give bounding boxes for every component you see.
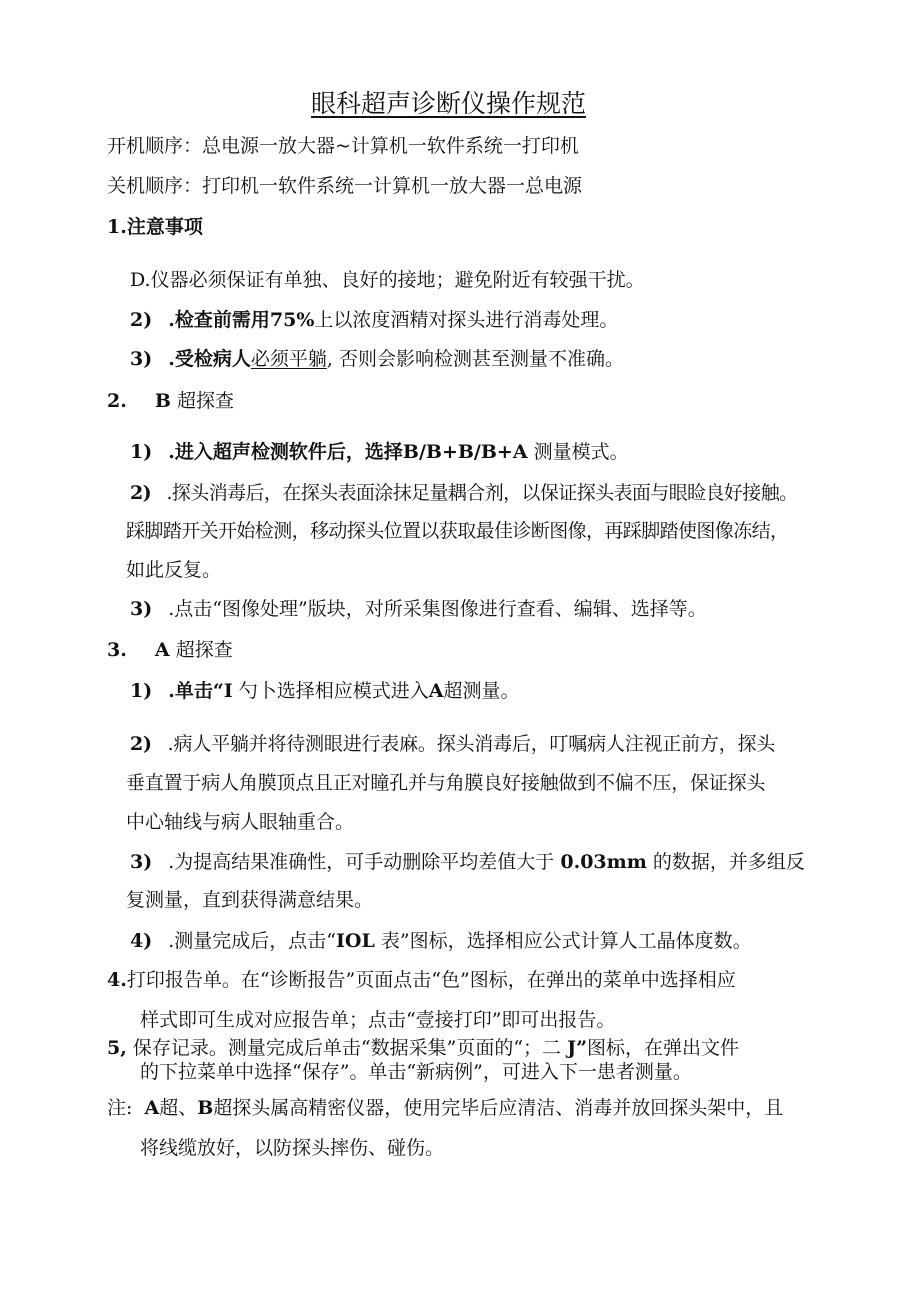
section-text-rest: 图标，在弹出文件 [587,1037,740,1059]
section-3-item-2-line-3: 中心轴线与病人眼轴重合。 [126,811,355,833]
item-number: 1) [130,441,153,463]
item-number: 1) [130,680,153,702]
section-1-item-1 [130,268,645,292]
power-off-sequence: 关机顺序：打印机一软件系统一计算机一放大器一总电源 [107,175,583,197]
mode-letter: A [428,680,444,702]
section-2-item-2-line-3: 如此反复。 [126,559,222,581]
item-number: 2) [130,482,152,504]
section-5-line-1 [107,1036,739,1060]
underlined-text: 必须平躺 [250,348,327,370]
item-number: 2) [130,309,153,331]
item-text: .为提高结果准确性，可手动删除平均差值大于 [168,851,555,873]
note-label: 注: [107,1097,133,1119]
item-number: 3) [130,348,153,370]
section-1-title: 1.注意事项 [107,216,203,238]
section-title-text: 超探查 [177,390,235,412]
section-number: 5, [107,1037,127,1059]
note-letter-a: A [144,1097,160,1119]
item-text: .病人平躺并将待测眼进行表麻。探头消毒后，叮嘱病人注视正前方，探头 [167,733,776,755]
item-text-rest: 测量模式。 [533,441,629,463]
section-1-item-3 [130,347,624,371]
section-2-heading [107,389,234,413]
item-number: 4) [130,930,153,952]
section-2-item-2-line-1 [130,481,798,505]
mode-value: B/B+B/B+A [402,441,528,463]
section-2-item-3 [130,597,707,621]
item-text: .单击 [168,680,213,702]
section-4-line-2: 样式即可生成对应报告单；点击“壹接打印”即可出报告。 [140,1009,616,1031]
note-line-1 [107,1096,783,1120]
item-text-rest: , 否则会影响检测甚至测量不准确。 [326,348,624,370]
section-3-heading [107,638,233,662]
section-title-letter: A [154,639,170,661]
section-2-item-2-line-2: 踩脚踏开关开始检测，移动探头位置以获取最佳诊断图像，再踩脚踏使图像冻结， [126,520,789,542]
item-text: .探头消毒后，在探头表面涂抹足量耦合剂，以保证探头表面与眼睑良好接触。 [166,482,798,504]
item-text: .进入超声检测软件后，选择 [168,441,403,463]
document-title: 眼科超声诊断仪操作规范 [311,89,587,118]
percent-value: 75% [269,309,315,331]
note-text-2: 超探头属高精密仪器，使用完毕后应清洁、消毒并放回探头架中，且 [213,1097,784,1119]
section-2-item-1 [130,440,629,464]
item-number: 3) [130,851,153,873]
item-text: .检查前需用 [168,309,270,331]
threshold-value: 0.03mm [560,851,647,873]
note-line-2: 将线缆放好，以防探头摔伤、碰伤。 [140,1137,445,1159]
section-3-item-4 [130,929,752,953]
section-3-item-3-line-1 [130,850,805,874]
item-text-rest: 上以浓度酒精对探头进行消毒处理。 [314,309,619,331]
item-number: 2) [130,733,152,755]
item-text-rest: 的数据，并多组反 [652,851,805,873]
section-4-line-1 [107,968,736,992]
section-3-item-2-line-1 [130,732,775,756]
section-1-heading [107,215,203,239]
section-number: 3. [107,639,127,661]
section-title-text: 超探查 [175,639,233,661]
section-3-item-1 [130,679,520,703]
section-number: 4. [107,969,127,991]
section-number: 2. [107,390,127,412]
icon-reference: J” [567,1037,588,1059]
power-on-sequence: 开机顺序：总电源一放大器~计算机一软件系统一打印机 [107,135,579,157]
section-title-letter: B [154,390,171,412]
section-3-item-2-line-2: 垂直置于病人角膜顶点且正对瞳孔并与角膜良好接触做到不偏不压，保证探头 [126,772,766,794]
note-letter-b: B [197,1097,214,1119]
item-text: .受检病人 [168,348,251,370]
item-text-rest: 表”图标，选择相应公式计算人工晶体度数。 [380,930,752,952]
section-5-line-2: 的下拉菜单中选择“保存”。单击“新病例”，可进入下一患者测量。 [140,1061,692,1083]
iol-label: IOL [336,930,375,952]
note-text-1: 超、 [159,1097,198,1119]
section-1-item-2 [130,308,618,332]
section-1-item-1-text: D.仪器必须保证有单独、良好的接地；避免附近有较强干扰。 [130,269,645,291]
button-reference: “I [212,680,233,702]
item-text: .测量完成后，点击“ [168,930,337,952]
section-text: 打印报告单。在“诊断报告”页面点击“色”图标，在弹出的菜单中选择相应 [126,969,736,991]
item-text-rest: 超测量。 [443,680,520,702]
item-text-mid: 勺卜选择相应模式进入 [238,680,429,702]
section-3-item-3-line-2: 复测量，直到获得满意结果。 [126,889,374,911]
item-text: .点击“图像处理”版块，对所采集图像进行查看、编辑、选择等。 [168,598,707,620]
section-text: 保存记录。测量完成后单击“数据采集”页面的“；二 [132,1037,562,1059]
item-number: 3) [130,598,153,620]
